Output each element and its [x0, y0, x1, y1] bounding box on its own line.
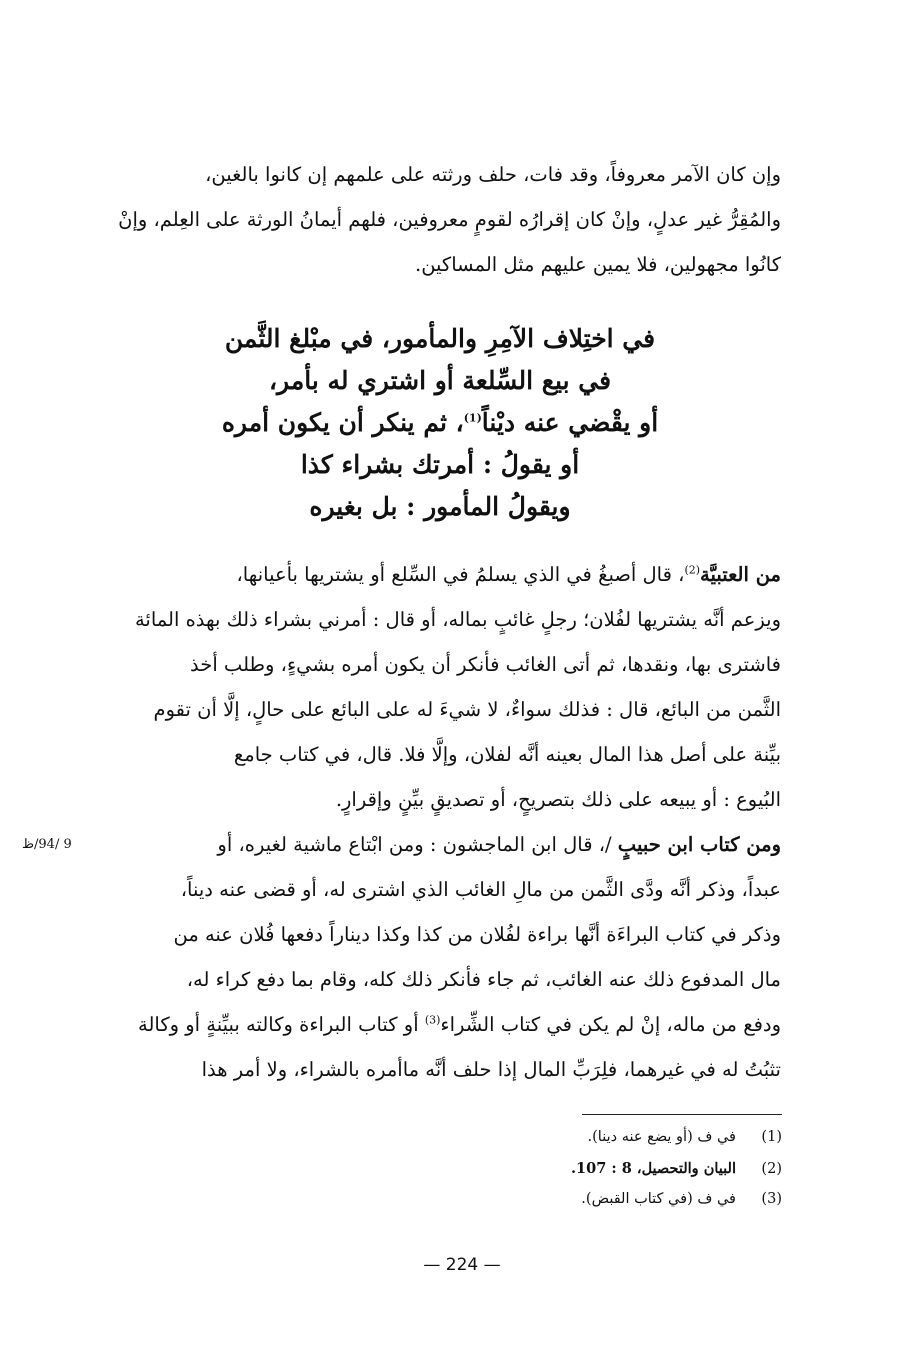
footnote-number: (1)	[761, 1129, 782, 1145]
source-name: ومن كتاب ابن حبيبٍ	[617, 833, 781, 856]
heading-line-text: أو يقْضي عنه ديْناً	[481, 408, 659, 437]
footnote	[300, 1184, 782, 1215]
footnote-number: (3)	[761, 1191, 782, 1207]
text-line: عبداً، وذكر أنَّه ودَّى الثَّمن من مالِ الغائب الذي اشترى له، أو قضى عنه ديناً،	[180, 878, 781, 901]
footnote-separator	[582, 1114, 782, 1115]
footnote-ref: (1)	[463, 411, 482, 425]
source-name: من العتبيَّة	[700, 563, 781, 586]
line-text: /، قال ابن الماجشون : ومن ابْتاع ماشية لغيره، أو	[217, 833, 618, 856]
text-line: وإن كان الآمر معروفاً، وقد فات، حلف ورثته على علمهم إن كانوا بالغين،	[205, 163, 781, 186]
paragraph-utbiyya	[105, 552, 781, 822]
heading-line: ويقولُ المأمور : بل بغيره	[309, 492, 571, 521]
text-line: مال المدفوع ذلك عنه الغائب، ثم جاء فأنكر ذلك كله، وقام بما دفع كراء له،	[186, 968, 781, 991]
heading-line	[200, 402, 680, 444]
heading-line: في اختِلاف الآمِرِ والمأمور، في مبْلغ الثَّمن	[224, 324, 656, 353]
text-line: والمُقِرُّ غير عدلٍ، وإنْ كان إقرارُه لقومٍ معروفين، فلهم أيمانُ الورثة على العِلم، وإنْ	[118, 208, 781, 231]
page-number: — 224 —	[423, 1255, 501, 1275]
line-text: ودفع من ماله، إنْ لم يكن في كتاب الشِّراء	[440, 1013, 781, 1036]
heading-line: أو يقولُ : أمرتك بشراء كذا	[300, 450, 580, 479]
footnote-text: في ف (أو يضع عنه دينا).	[587, 1129, 736, 1145]
footnote	[300, 1122, 782, 1153]
text-line: وذكر في كتاب البراءَة أنَّها براءة لفُلان من كذا وكذا ديناراً دفعها فُلان عنه من	[173, 923, 781, 946]
text-line: الثَّمن من البائع، قال : فذلك سواءٌ، لا شيءَ له على البائع على حالٍ، إلَّا أن تقوم	[153, 698, 781, 721]
text-line	[105, 822, 781, 867]
footnote	[300, 1153, 782, 1184]
footnote-ref: (2)	[684, 563, 701, 577]
line-text: أو كتاب البراءة وكالته ببيِّنةٍ أو وكالة	[137, 1013, 425, 1036]
paragraph-ibn-habib	[105, 822, 781, 1092]
text-line: فاشترى بها، ونقدها، ثم أتى الغائب فأنكر أن يكون أمره بشيءٍ، وطلب أخذ	[190, 653, 781, 676]
text-line: كانُوا مجهولين، فلا يمين عليهم مثل المساكين.	[415, 253, 781, 276]
section-heading	[200, 318, 680, 528]
text-line: ويزعم أنَّه يشتريها لفُلان؛ رجلٍ غائبٍ بماله، أو قال : أمرني بشراء ذلك بهذه المائة	[134, 608, 781, 631]
text-line: بيِّنة على أصل هذا المال بعينه أنَّه لفلان، وإلَّا فلا. قال، في كتاب جامع	[233, 743, 781, 766]
heading-line-text: ، ثم ينكر أن يكون أمره	[221, 408, 464, 437]
text-line	[105, 1002, 781, 1047]
text-line: تثبُتُ له في غيرهما، فلِرَبِّ المال إذا حلف أنَّه ماأمره بالشراء، ولا أمر هذا	[201, 1058, 781, 1081]
text-line	[105, 552, 781, 597]
footnote-number: (2)	[761, 1161, 782, 1177]
line-text: ، قال أصبغُ في الذي يسلمُ في السِّلع أو يشتريها بأعيانها،	[236, 563, 685, 586]
heading-line: في بيع السِّلعة أو اشتري له بأمر،	[268, 366, 612, 395]
text-line: البُيوع : أو يبيعه على ذلك بتصريحٍ، أو تصديقٍ بيِّنٍ وإقرارٍ.	[335, 788, 781, 811]
manuscript-folio-note: 9 /94/ظ	[22, 837, 72, 852]
footnote-text: في ف (في كتاب القبض).	[581, 1191, 736, 1207]
footnote-text: البيان والتحصيل، 8 : 107.	[570, 1160, 736, 1177]
footnotes	[300, 1122, 782, 1215]
footnote-ref: (3)	[424, 1013, 441, 1027]
paragraph-continued	[105, 152, 781, 287]
